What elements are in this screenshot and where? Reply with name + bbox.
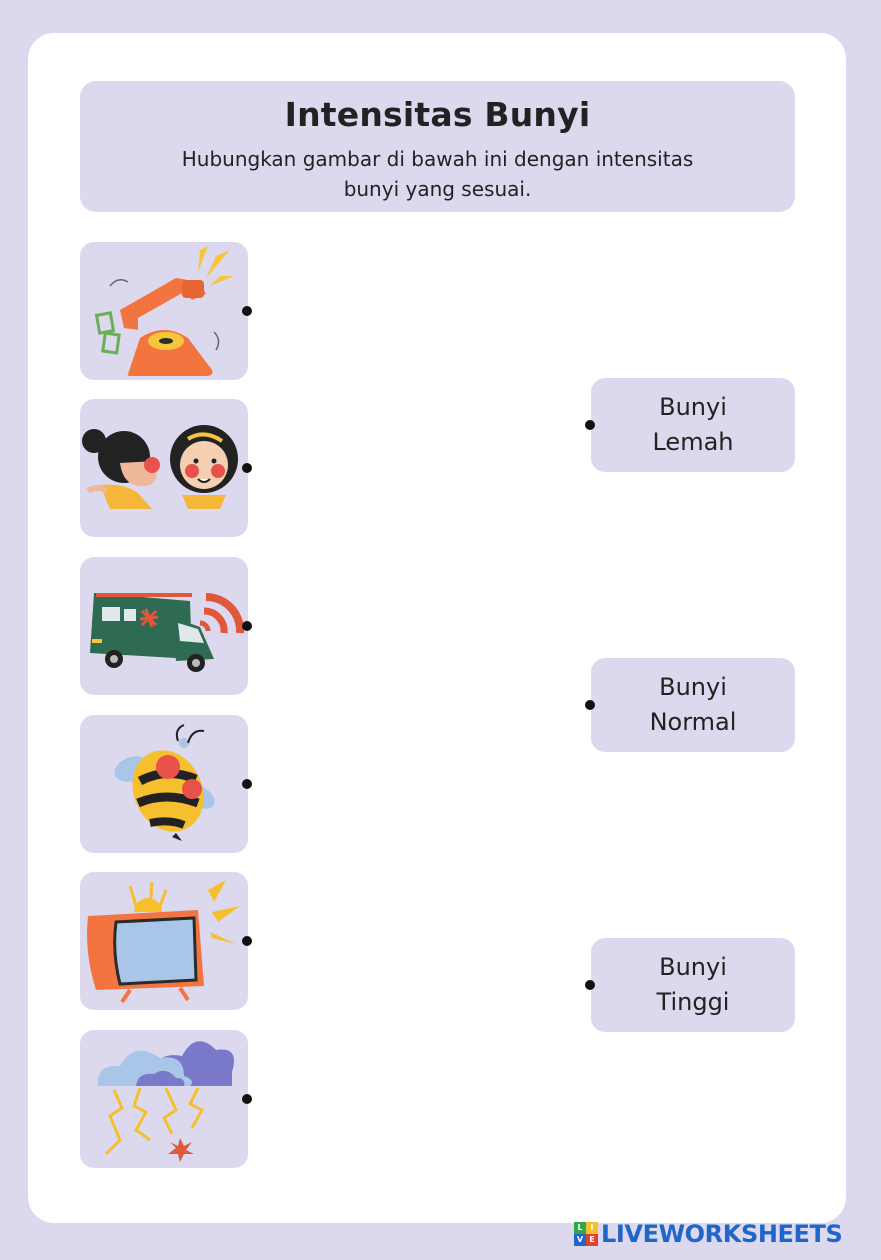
picture-card-telephone bbox=[80, 242, 248, 380]
connector-dot[interactable] bbox=[242, 1094, 252, 1104]
connector-dot[interactable] bbox=[242, 779, 252, 789]
answer-label: Bunyi Tinggi bbox=[656, 953, 730, 1016]
thunderstorm-icon bbox=[80, 1030, 248, 1168]
logo-mark-icon: L I V E bbox=[574, 1222, 598, 1246]
connector-dot[interactable] bbox=[585, 700, 595, 710]
logo-text: LIVEWORKSHEETS bbox=[601, 1220, 843, 1248]
answer-label: Bunyi Normal bbox=[649, 673, 737, 736]
page-title: Intensitas Bunyi bbox=[284, 95, 591, 134]
picture-card-ambulance bbox=[80, 557, 248, 695]
whispering-girls-icon bbox=[80, 399, 248, 537]
answer-box-weak[interactable] bbox=[591, 378, 795, 472]
picture-card-bee bbox=[80, 715, 248, 853]
answer-box-high[interactable] bbox=[591, 938, 795, 1032]
connector-dot[interactable] bbox=[242, 306, 252, 316]
instructions: Hubungkan gambar di bawah ini dengan intensitas bunyi yang sesuai. bbox=[181, 147, 694, 201]
header-panel bbox=[80, 81, 795, 212]
ringing-telephone-icon bbox=[80, 242, 248, 380]
answer-box-normal[interactable] bbox=[591, 658, 795, 752]
connector-dot[interactable] bbox=[242, 463, 252, 473]
answer-label: Bunyi Lemah bbox=[652, 393, 734, 456]
picture-card-whisper bbox=[80, 399, 248, 537]
connector-dot[interactable] bbox=[585, 420, 595, 430]
picture-card-television bbox=[80, 872, 248, 1010]
buzzing-bee-icon bbox=[80, 715, 248, 853]
picture-card-thunderstorm bbox=[80, 1030, 248, 1168]
ambulance-siren-icon bbox=[80, 557, 248, 695]
connector-dot[interactable] bbox=[585, 980, 595, 990]
liveworksheets-logo bbox=[574, 1220, 842, 1248]
connector-dot[interactable] bbox=[242, 936, 252, 946]
loud-television-icon bbox=[80, 872, 248, 1010]
connector-dot[interactable] bbox=[242, 621, 252, 631]
